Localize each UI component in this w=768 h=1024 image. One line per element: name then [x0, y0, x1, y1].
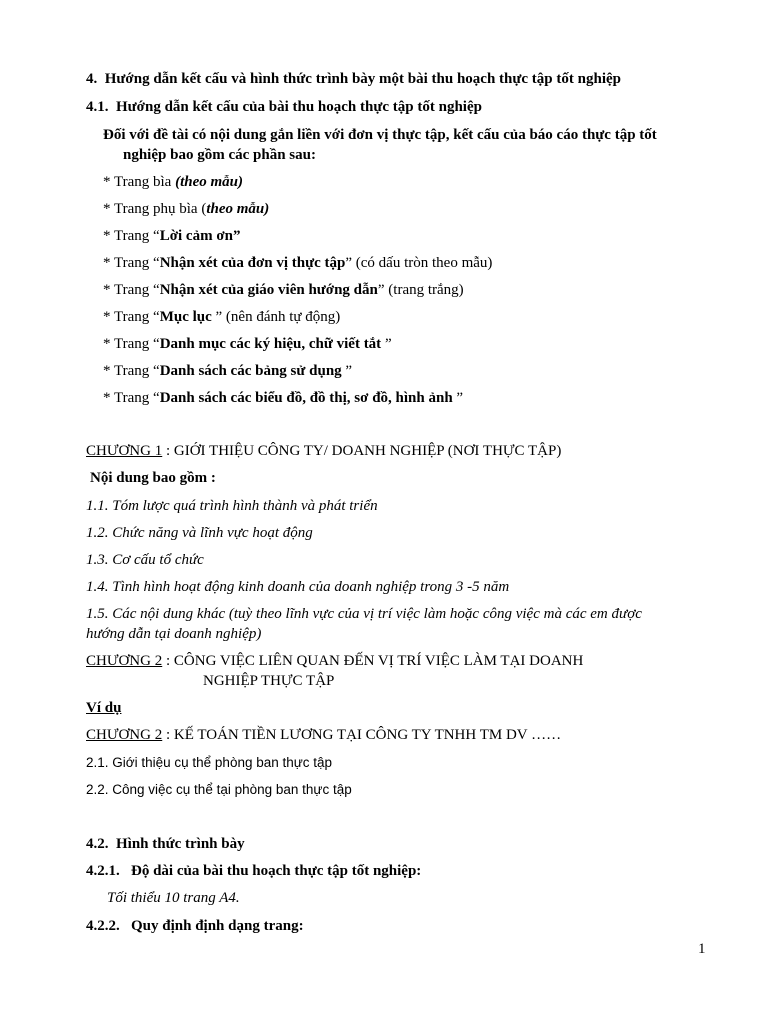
heading-4-1-title: Hướng dẫn kết cấu của bài thu hoạch thực tập tốt nghiệp [116, 99, 482, 115]
heading-4-2-1 [86, 862, 421, 880]
heading-4-1 [86, 98, 482, 116]
heading-4-1-number: 4.1. [86, 99, 109, 115]
chapter-2-title: : CÔNG VIỆC LIÊN QUAN ĐẾN VỊ TRÍ VIỆC LÀM TẠI DOANH [162, 653, 584, 669]
list-item: 1.5. Các nội dung khác (tuỳ theo lĩnh vực của vị trí việc làm hoặc công việc mà các em được [86, 606, 642, 622]
list-item: * Trang “Mục lục ” (nên đánh tự động) [103, 309, 341, 325]
list-item: 1.3. Cơ cấu tổ chức [86, 552, 204, 568]
heading-4-2-1-text: Tối thiểu 10 trang A4. [107, 890, 240, 906]
page-number: 1 [698, 941, 706, 957]
chapter-1-content-label: Nội dung bao gồm : [90, 470, 216, 486]
list-item: 1.4. Tình hình hoạt động kinh doanh của doanh nghiệp trong 3 -5 năm [86, 579, 510, 595]
list-item: * Trang “Danh mục các ký hiệu, chữ viết tắt ” [103, 336, 392, 352]
list-item: hướng dẫn tại doanh nghiệp) [86, 626, 262, 642]
heading-4-title: Hướng dẫn kết cấu và hình thức trình bày một bài thu hoạch thực tập tốt nghiệp [104, 71, 621, 87]
list-item: 2.2. Công việc cụ thể tại phòng ban thực tập [86, 782, 352, 797]
heading-4-2-title: Hình thức trình bày [116, 836, 245, 852]
heading-4-number: 4. [86, 71, 98, 87]
chapter-1-title: : GIỚI THIỆU CÔNG TY/ DOANH NGHIỆP (NƠI THỰC TẬP) [162, 443, 562, 459]
chapter-2-example-label: CHƯƠNG 2 [86, 727, 163, 743]
heading-4-2-2-title: Quy định định dạng trang: [131, 918, 304, 934]
example-label: Ví dụ [86, 700, 122, 716]
list-item: 1.1. Tóm lược quá trình hình thành và phát triển [86, 498, 378, 514]
chapter-1-label: CHƯƠNG 1 [86, 443, 163, 459]
list-item: * Trang “Danh sách các biểu đồ, đồ thị, sơ đồ, hình ảnh ” [103, 390, 464, 406]
intro-line-2: nghiệp bao gồm các phần sau: [123, 147, 316, 163]
list-item: 1.2. Chức năng và lĩnh vực hoạt động [86, 525, 313, 541]
list-item: 2.1. Giới thiệu cụ thể phòng ban thực tập [86, 755, 333, 770]
chapter-2-example-heading [86, 726, 561, 744]
heading-4 [86, 70, 621, 88]
heading-4-2 [86, 835, 245, 853]
intro-line-1: Đối với đề tài có nội dung gắn liền với đơn vị thực tập, kết cấu của báo cáo thực tập tốt [103, 127, 657, 143]
chapter-1-heading [86, 442, 561, 460]
heading-4-2-1-number: 4.2.1. [86, 863, 120, 879]
chapter-2-title-line-2: NGHIỆP THỰC TẬP [203, 673, 335, 689]
list-item: * Trang bìa (theo mẫu) [103, 174, 244, 190]
list-item: * Trang phụ bìa (theo mẫu) [103, 201, 270, 217]
list-item: * Trang “Lời cảm ơn” [103, 228, 241, 244]
list-item: * Trang “Nhận xét của giáo viên hướng dẫn” (trang trắng) [103, 282, 464, 298]
heading-4-2-2 [86, 917, 304, 935]
chapter-2-example-title: : KẾ TOÁN TIỀN LƯƠNG TẠI CÔNG TY TNHH TM DV …… [162, 727, 562, 743]
heading-4-2-1-title: Độ dài của bài thu hoạch thực tập tốt nghiệp: [131, 863, 422, 879]
chapter-2-heading [86, 652, 583, 670]
heading-4-2-2-number: 4.2.2. [86, 918, 120, 934]
list-item: * Trang “Nhận xét của đơn vị thực tập” (có dấu tròn theo mẫu) [103, 255, 493, 271]
heading-4-2-number: 4.2. [86, 836, 109, 852]
list-item: * Trang “Danh sách các bảng sử dụng ” [103, 363, 353, 379]
chapter-2-label: CHƯƠNG 2 [86, 653, 163, 669]
